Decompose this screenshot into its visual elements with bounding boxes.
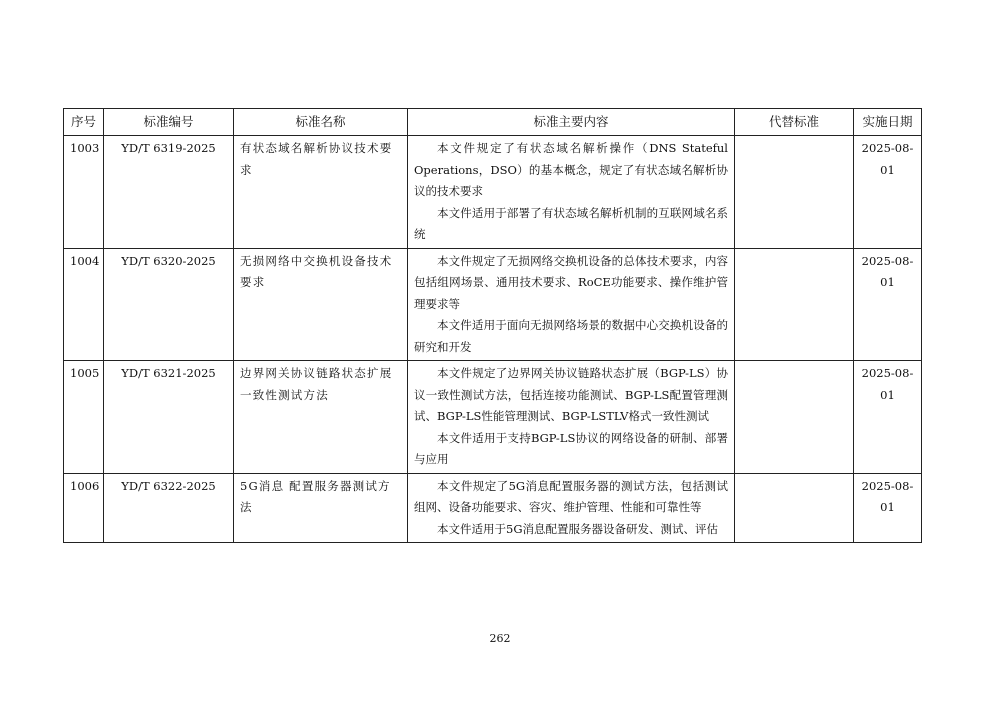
cell-replace <box>735 473 854 543</box>
cell-name: 边界网关协议链路状态扩展一致性测试方法 <box>234 361 408 474</box>
cell-replace <box>735 248 854 361</box>
cell-content <box>408 136 735 249</box>
table-row <box>64 361 922 474</box>
table-row <box>64 473 922 543</box>
cell-content <box>408 361 735 474</box>
cell-name: 有状态域名解析协议技术要求 <box>234 136 408 249</box>
cell-code: YD/T 6320-2025 <box>104 248 234 361</box>
cell-date: 2025-08-01 <box>854 136 922 249</box>
cell-code: YD/T 6319-2025 <box>104 136 234 249</box>
header-content: 标准主要内容 <box>408 109 735 136</box>
content-paragraph: 本文件规定了5G消息配置服务器的测试方法，包括测试组网、设备功能要求、容灾、维护管理、性能和可靠性等 <box>414 478 728 514</box>
content-paragraph: 本文件规定了无损网络交换机设备的总体技术要求，内容包括组网场景、通用技术要求、RoCE功能要求、操作维护管理要求等 <box>414 253 728 311</box>
content-paragraph: 本文件规定了有状态域名解析操作（DNS Stateful Operations，DSO）的基本概念，规定了有状态域名解析协议的技术要求 <box>414 141 728 198</box>
header-date: 实施日期 <box>854 109 922 136</box>
standards-table <box>63 108 922 543</box>
content-paragraph: 本文件适用于面向无损网络场景的数据中心交换机设备的研究和开发 <box>414 318 728 354</box>
content-paragraph: 本文件适用于部署了有状态域名解析机制的互联网域名系统 <box>414 205 728 241</box>
table-row <box>64 136 922 249</box>
table-row <box>64 248 922 361</box>
content-paragraph: 本文件适用于支持BGP-LS协议的网络设备的研制、部署与应用 <box>414 430 728 466</box>
header-code: 标准编号 <box>104 109 234 136</box>
cell-name: 5G消息 配置服务器测试方法 <box>234 473 408 543</box>
cell-content <box>408 248 735 361</box>
cell-seq: 1003 <box>64 136 104 249</box>
cell-date: 2025-08-01 <box>854 473 922 543</box>
header-seq: 序号 <box>64 109 104 136</box>
cell-seq: 1006 <box>64 473 104 543</box>
cell-seq: 1005 <box>64 361 104 474</box>
header-replace: 代替标准 <box>735 109 854 136</box>
cell-name: 无损网络中交换机设备技术要求 <box>234 248 408 361</box>
header-name: 标准名称 <box>234 109 408 136</box>
table-header-row <box>64 109 922 136</box>
cell-code: YD/T 6322-2025 <box>104 473 234 543</box>
cell-content <box>408 473 735 543</box>
content-paragraph: 本文件规定了边界网关协议链路状态扩展（BGP-LS）协议一致性测试方法，包括连接功能测试、BGP-LS配置管理测试、BGP-LS性能管理测试、BGP-LSTLV格式一致性测试 <box>414 366 728 423</box>
cell-replace <box>735 136 854 249</box>
page-number: 262 <box>489 632 511 645</box>
cell-replace <box>735 361 854 474</box>
cell-code: YD/T 6321-2025 <box>104 361 234 474</box>
cell-date: 2025-08-01 <box>854 248 922 361</box>
cell-seq: 1004 <box>64 248 104 361</box>
cell-date: 2025-08-01 <box>854 361 922 474</box>
content-paragraph: 本文件适用于5G消息配置服务器设备研发、测试、评估 <box>437 521 719 536</box>
